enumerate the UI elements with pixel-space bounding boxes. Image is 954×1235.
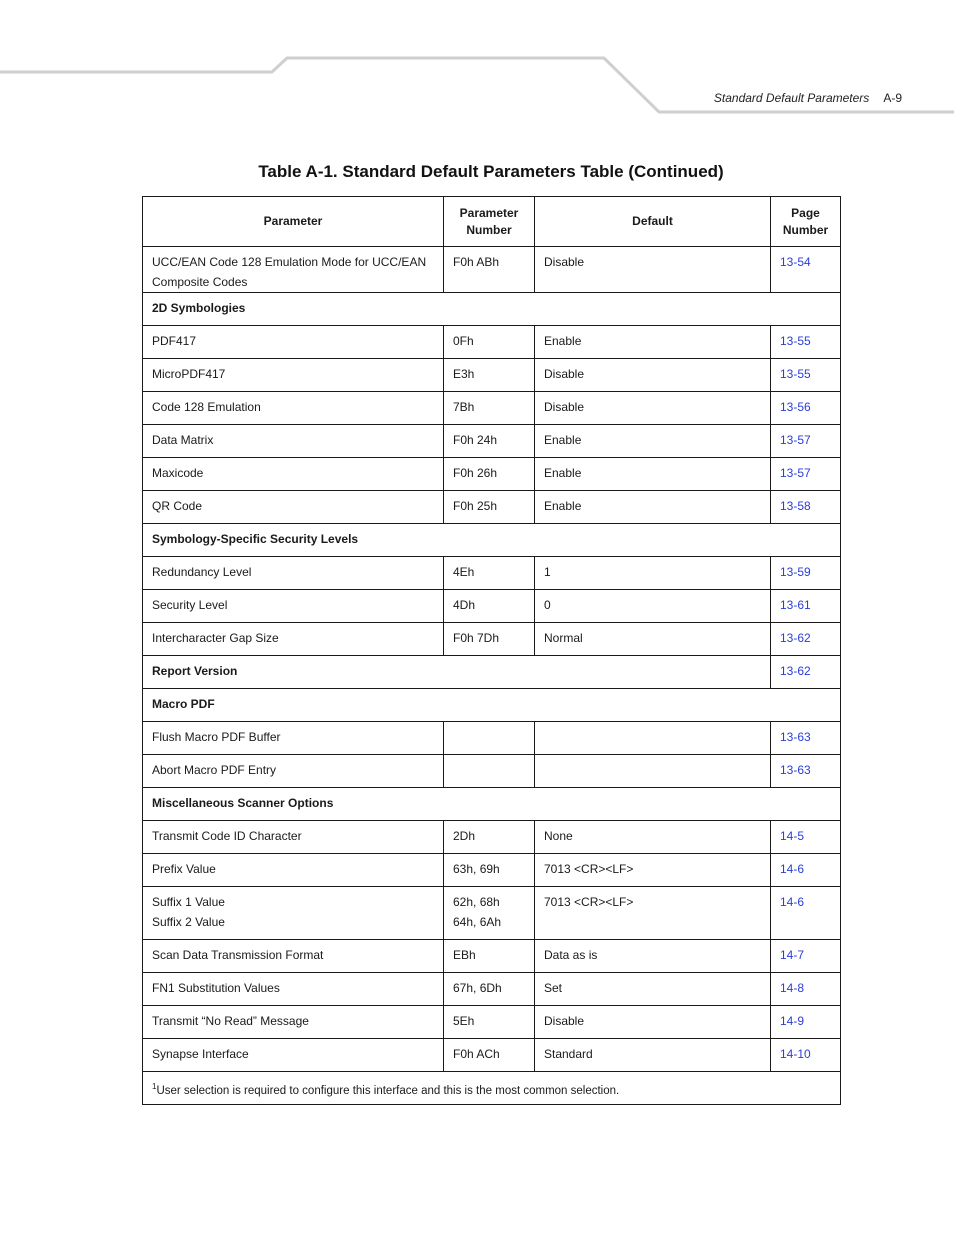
cell-line: Transmit Code ID Character bbox=[152, 829, 302, 843]
cell-line: EBh bbox=[453, 948, 476, 962]
default-cell: Disable bbox=[535, 359, 771, 392]
page-link[interactable]: 13-55 bbox=[771, 326, 841, 359]
parameter-cell bbox=[143, 425, 444, 458]
table-row bbox=[143, 491, 841, 524]
header-page-number: Page Number bbox=[771, 197, 841, 247]
parameter-cell bbox=[143, 491, 444, 524]
cell-line: 4Dh bbox=[453, 598, 476, 612]
cell-line: 0Fh bbox=[453, 334, 474, 348]
default-cell: Enable bbox=[535, 458, 771, 491]
parameter-number-cell bbox=[444, 458, 535, 491]
cell-line: Intercharacter Gap Size bbox=[152, 631, 279, 645]
default-cell: Enable bbox=[535, 491, 771, 524]
table-row bbox=[143, 973, 841, 1006]
cell-line: Synapse Interface bbox=[152, 1047, 249, 1061]
default-cell: Enable bbox=[535, 425, 771, 458]
default-cell: Set bbox=[535, 973, 771, 1006]
cell-line: 67h, 6Dh bbox=[453, 981, 502, 995]
running-head-title: Standard Default Parameters bbox=[713, 91, 870, 105]
parameter-cell bbox=[143, 1039, 444, 1072]
parameter-cell bbox=[143, 326, 444, 359]
cell-line: Redundancy Level bbox=[152, 565, 252, 579]
parameter-number-cell bbox=[444, 425, 535, 458]
parameter-number-cell bbox=[444, 557, 535, 590]
table-row bbox=[143, 392, 841, 425]
cell-line: 62h, 68h bbox=[453, 895, 500, 909]
cell-line: F0h 7Dh bbox=[453, 631, 500, 645]
table-row bbox=[143, 557, 841, 590]
parameter-cell bbox=[143, 973, 444, 1006]
parameter-number-cell bbox=[444, 887, 535, 940]
cell-line: F0h 25h bbox=[453, 499, 498, 513]
parameter-number-cell bbox=[444, 623, 535, 656]
page-number: A-9 bbox=[883, 91, 902, 105]
cell-line: 7Bh bbox=[453, 400, 475, 414]
parameter-number-cell bbox=[444, 973, 535, 1006]
section-label: Miscellaneous Scanner Options bbox=[143, 788, 841, 821]
page-link[interactable]: 13-62 bbox=[771, 656, 841, 689]
cell-line: Abort Macro PDF Entry bbox=[152, 763, 277, 777]
parameter-cell bbox=[143, 590, 444, 623]
cell-line: 4Eh bbox=[453, 565, 475, 579]
table-row bbox=[143, 623, 841, 656]
section-row bbox=[143, 788, 841, 821]
header-default: Default bbox=[535, 197, 771, 247]
cell-line: Data Matrix bbox=[152, 433, 214, 447]
table-row bbox=[143, 1039, 841, 1072]
cell-line: F0h ABh bbox=[453, 255, 500, 269]
default-cell: 0 bbox=[535, 590, 771, 623]
running-head bbox=[714, 91, 902, 105]
cell-line: E3h bbox=[453, 367, 475, 381]
table-row bbox=[143, 854, 841, 887]
parameter-number-cell bbox=[444, 392, 535, 425]
page-link[interactable]: 13-54 bbox=[771, 247, 841, 293]
table-row bbox=[143, 590, 841, 623]
cell-line: Code 128 Emulation bbox=[152, 400, 261, 414]
default-cell bbox=[535, 755, 771, 788]
cell-line: UCC/EAN Code 128 Emulation Mode for UCC/EAN Composite Codes bbox=[152, 255, 427, 289]
parameter-cell bbox=[143, 887, 444, 940]
table-row bbox=[143, 458, 841, 491]
parameter-number-cell bbox=[444, 1039, 535, 1072]
table-row bbox=[143, 425, 841, 458]
page-link[interactable]: 14-5 bbox=[771, 821, 841, 854]
table-body bbox=[143, 247, 841, 1072]
cell-line: 5Eh bbox=[453, 1014, 475, 1028]
parameter-number-cell bbox=[444, 590, 535, 623]
parameter-cell bbox=[143, 458, 444, 491]
page-link[interactable]: 14-7 bbox=[771, 940, 841, 973]
section-row bbox=[143, 689, 841, 722]
page-link[interactable]: 13-57 bbox=[771, 425, 841, 458]
page-link[interactable]: 13-63 bbox=[771, 755, 841, 788]
default-cell: 1 bbox=[535, 557, 771, 590]
page-link[interactable]: 13-58 bbox=[771, 491, 841, 524]
cell-line: F0h ACh bbox=[453, 1047, 500, 1061]
footnote bbox=[143, 1072, 841, 1105]
parameter-number-cell bbox=[444, 1006, 535, 1039]
page-link[interactable]: 14-6 bbox=[771, 887, 841, 940]
parameter-cell bbox=[143, 722, 444, 755]
cell-line: Maxicode bbox=[152, 466, 204, 480]
cell-line: F0h 24h bbox=[453, 433, 498, 447]
page-link[interactable]: 13-57 bbox=[771, 458, 841, 491]
cell-line: 64h, 6Ah bbox=[453, 915, 502, 929]
cell-line: Transmit “No Read” Message bbox=[152, 1014, 309, 1028]
parameter-number-cell bbox=[444, 359, 535, 392]
header-parameter: Parameter bbox=[143, 197, 444, 247]
section-row bbox=[143, 293, 841, 326]
header-parameter-number: Parameter Number bbox=[444, 197, 535, 247]
default-cell: Standard bbox=[535, 1039, 771, 1072]
page-link[interactable]: 14-6 bbox=[771, 854, 841, 887]
cell-line: Suffix 1 Value bbox=[152, 895, 225, 909]
default-cell: Data as is bbox=[535, 940, 771, 973]
footnote-row bbox=[143, 1072, 841, 1105]
parameter-number-cell bbox=[444, 326, 535, 359]
section-label: 2D Symbologies bbox=[143, 293, 841, 326]
section-label: Macro PDF bbox=[143, 689, 841, 722]
default-cell: None bbox=[535, 821, 771, 854]
default-cell bbox=[535, 722, 771, 755]
parameter-number-cell bbox=[444, 247, 535, 293]
parameter-cell bbox=[143, 821, 444, 854]
page-link[interactable]: 13-55 bbox=[771, 359, 841, 392]
parameter-cell bbox=[143, 940, 444, 973]
table-row bbox=[143, 821, 841, 854]
cell-line: 63h, 69h bbox=[453, 862, 500, 876]
table-row bbox=[143, 940, 841, 973]
table-row bbox=[143, 326, 841, 359]
parameter-number-cell bbox=[444, 940, 535, 973]
page-link[interactable]: 13-61 bbox=[771, 590, 841, 623]
section-label: Symbology-Specific Security Levels bbox=[143, 524, 841, 557]
page-link[interactable]: 14-10 bbox=[771, 1039, 841, 1072]
table-row bbox=[143, 755, 841, 788]
default-cell: 7013 <CR><LF> bbox=[535, 887, 771, 940]
parameters-table bbox=[142, 196, 841, 1105]
parameter-cell bbox=[143, 247, 444, 293]
parameter-cell bbox=[143, 854, 444, 887]
default-cell: Disable bbox=[535, 1006, 771, 1039]
parameter-cell bbox=[143, 557, 444, 590]
table-row bbox=[143, 359, 841, 392]
parameter-cell bbox=[143, 1006, 444, 1039]
cell-line: Prefix Value bbox=[152, 862, 216, 876]
page-link[interactable]: 14-8 bbox=[771, 973, 841, 1006]
parameter-number-cell bbox=[444, 755, 535, 788]
section-label: Report Version bbox=[143, 656, 771, 689]
parameter-number-cell bbox=[444, 491, 535, 524]
parameter-cell bbox=[143, 392, 444, 425]
default-cell: Disable bbox=[535, 392, 771, 425]
cell-line: QR Code bbox=[152, 499, 203, 513]
cell-line: MicroPDF417 bbox=[152, 367, 226, 381]
table-row bbox=[143, 247, 841, 293]
table-title: Table A-1. Standard Default Parameters Table (Continued) bbox=[258, 162, 724, 181]
parameter-number-cell bbox=[444, 854, 535, 887]
cell-line: Scan Data Transmission Format bbox=[152, 948, 324, 962]
page-link[interactable]: 13-59 bbox=[771, 557, 841, 590]
section-row bbox=[143, 656, 841, 689]
page-link[interactable]: 13-56 bbox=[771, 392, 841, 425]
parameter-number-cell bbox=[444, 722, 535, 755]
default-cell: 7013 <CR><LF> bbox=[535, 854, 771, 887]
cell-line: Flush Macro PDF Buffer bbox=[152, 730, 281, 744]
table-header-row bbox=[143, 197, 841, 247]
footnote-mark: 1 bbox=[152, 1082, 157, 1091]
cell-line: Security Level bbox=[152, 598, 228, 612]
default-cell: Normal bbox=[535, 623, 771, 656]
footnote-text: User selection is required to configure this interface and this is the most common selection. bbox=[156, 1084, 620, 1097]
cell-line: FN1 Substitution Values bbox=[152, 981, 280, 995]
page-link[interactable]: 13-63 bbox=[771, 722, 841, 755]
cell-line: PDF417 bbox=[152, 334, 197, 348]
cell-line: Suffix 2 Value bbox=[152, 915, 225, 929]
parameter-cell bbox=[143, 755, 444, 788]
default-cell: Enable bbox=[535, 326, 771, 359]
default-cell: Disable bbox=[535, 247, 771, 293]
page-link[interactable]: 14-9 bbox=[771, 1006, 841, 1039]
table-row bbox=[143, 887, 841, 940]
parameter-cell bbox=[143, 623, 444, 656]
table-row bbox=[143, 1006, 841, 1039]
page-link[interactable]: 13-62 bbox=[771, 623, 841, 656]
cell-line: F0h 26h bbox=[453, 466, 498, 480]
section-row bbox=[143, 524, 841, 557]
table-row bbox=[143, 722, 841, 755]
parameter-cell bbox=[143, 359, 444, 392]
parameter-number-cell bbox=[444, 821, 535, 854]
cell-line: 2Dh bbox=[453, 829, 476, 843]
